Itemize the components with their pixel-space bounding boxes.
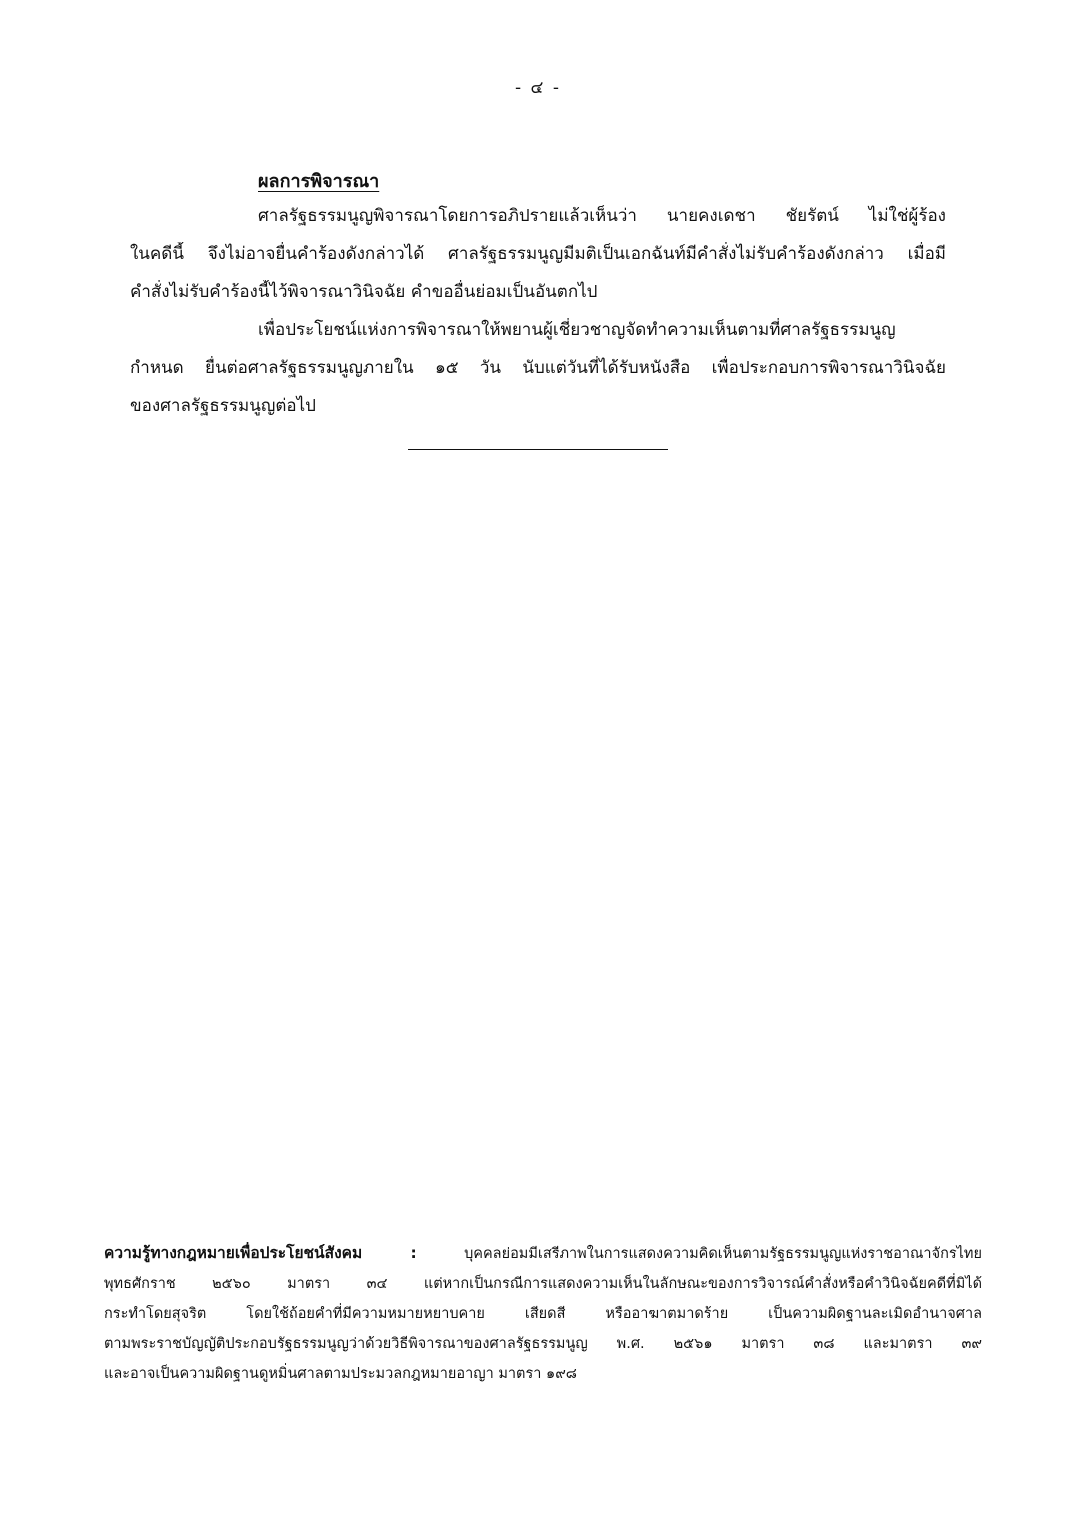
- paragraph-2-line-2: กำหนด ยื่นต่อศาลรัฐธรรมนูญภายใน ๑๕ วัน นับแต่วันที่ได้รับหนังสือ เพื่อประกอบการพิจารณาวินิจฉัย: [130, 358, 946, 378]
- paragraph-2-line-3: ของศาลรัฐธรรมนูญต่อไป: [130, 396, 316, 416]
- legal-note-first-line-text: บุคคลย่อมมีเสรีภาพในการแสดงความคิดเห็นตามรัฐธรรมนูญแห่งราชอาณาจักรไทย: [464, 1246, 982, 1262]
- paragraph-2-line-1: เพื่อประโยชน์แห่งการพิจารณาให้พยานผู้เชี่ยวชาญจัดทำความเห็นตามที่ศาลรัฐธรรมนูญ: [258, 320, 896, 340]
- paragraph-1-line-2: ในคดีนี้ จึงไม่อาจยื่นคำร้องดังกล่าวได้ ศาลรัฐธรรมนูญมีมติเป็นเอกฉันท์มีคำสั่งไม่รับคำร้องดังกล่าว เมื่อมี: [130, 244, 946, 264]
- legal-note-line-3: กระทำโดยสุจริต โดยใช้ถ้อยคำที่มีความหมายหยาบคาย เสียดสี หรืออาฆาตมาดร้าย เป็นความผิดฐานละเมิดอำนาจศาล: [104, 1306, 982, 1322]
- section-separator: [408, 449, 668, 450]
- legal-note-line-2: พุทธศักราช ๒๕๖๐ มาตรา ๓๔ แต่หากเป็นกรณีการแสดงความเห็นในลักษณะของการวิจารณ์คำสั่งหรือคำวินิจฉัยคดีที่มิได้: [104, 1276, 982, 1292]
- legal-note-line-4: ตามพระราชบัญญัติประกอบรัฐธรรมนูญว่าด้วยวิธีพิจารณาของศาลรัฐธรรมนูญ พ.ศ. ๒๕๖๑ มาตรา ๓๘ และมาตรา ๓๙: [104, 1336, 982, 1352]
- legal-note-line-1: [104, 1242, 982, 1265]
- paragraph-1-line-1: ศาลรัฐธรรมนูญพิจารณาโดยการอภิปรายแล้วเห็นว่า นายคงเดชา ชัยรัตน์ ไม่ใช่ผู้ร้อง: [258, 206, 946, 226]
- page-number: - ๔ -: [515, 78, 561, 98]
- section-heading: ผลการพิจารณา: [258, 171, 380, 192]
- legal-note-label: ความรู้ทางกฎหมายเพื่อประโยชน์สังคม :: [104, 1244, 417, 1262]
- paragraph-1-line-3: คำสั่งไม่รับคำร้องนี้ไว้พิจารณาวินิจฉัย คำขออื่นย่อมเป็นอันตกไป: [130, 282, 598, 302]
- legal-note-line-5: และอาจเป็นความผิดฐานดูหมิ่นศาลตามประมวลกฎหมายอาญา มาตรา ๑๙๘: [104, 1366, 577, 1382]
